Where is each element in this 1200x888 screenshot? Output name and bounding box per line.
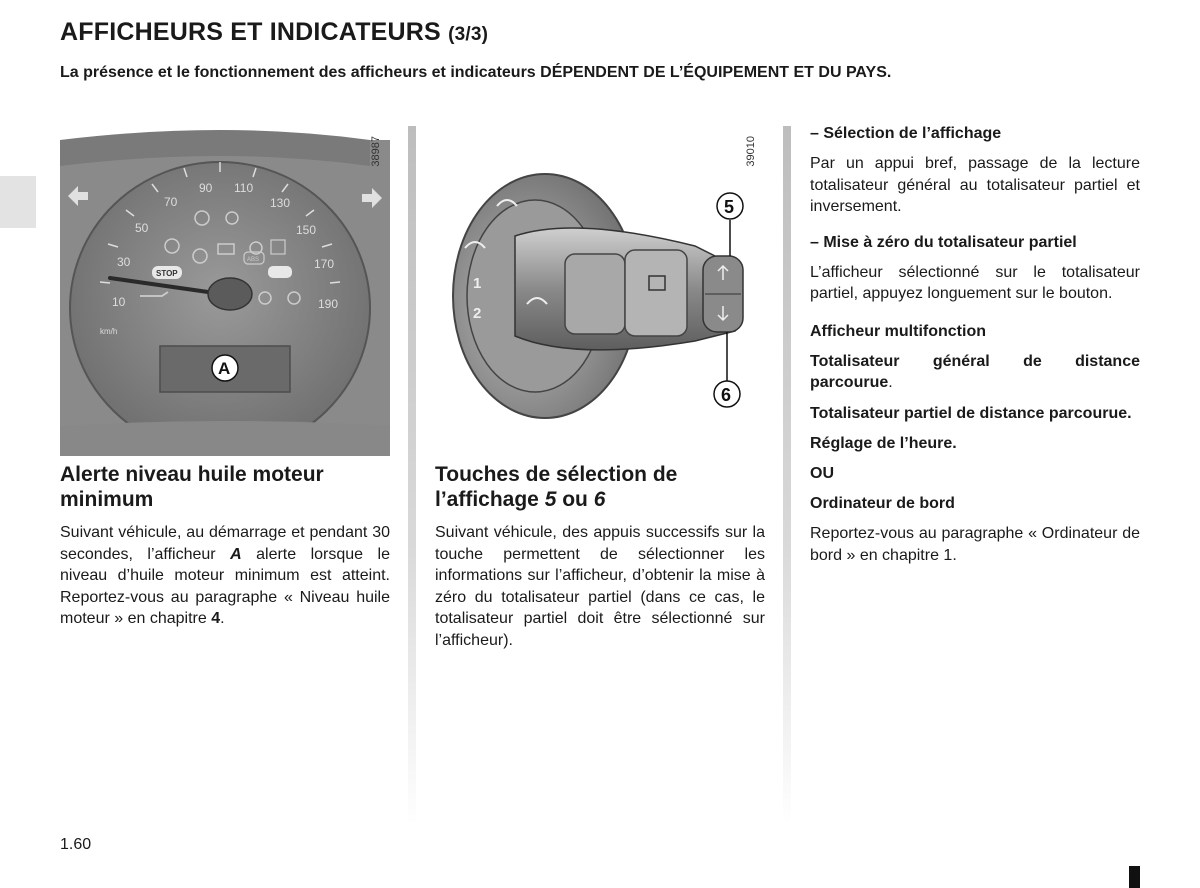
or-label: OU <box>810 465 834 482</box>
stop-label: STOP <box>156 269 178 278</box>
clock-setting-label: Réglage de l’heure. <box>810 435 957 452</box>
display-keys-section <box>435 462 765 651</box>
trip-distance-label: Totalisateur partiel de distance parcourue. <box>810 404 1132 422</box>
display-info-section <box>810 123 1140 566</box>
display-keys-heading: Touches de sélection de l’affichage 5 ou 6 <box>435 463 678 511</box>
wiper-ring <box>565 254 625 334</box>
instrument-cluster-illustration <box>60 126 390 456</box>
washer-ring <box>625 250 687 336</box>
speed-50: 50 <box>135 221 149 235</box>
speed-170: 170 <box>314 257 335 271</box>
speed-70: 70 <box>164 195 178 209</box>
speed-90: 90 <box>199 181 213 195</box>
speed-10: 10 <box>112 295 126 309</box>
trip-computer-text: Reportez-vous au paragraphe « Ordinateur de bord » en chapitre 1. <box>810 525 1140 564</box>
display-selection-text: Par un appui bref, passage de la lecture totalisateur général au totalisateur partiel et inversement. <box>810 155 1140 215</box>
column-divider-2 <box>783 126 791 826</box>
callout-5-label: 5 <box>724 197 735 217</box>
speed-30: 30 <box>117 255 131 269</box>
needle-hub <box>208 278 252 310</box>
oil-alert-section <box>60 462 390 630</box>
page-title: AFFICHEURS ET INDICATEURS (3/3) <box>60 18 489 46</box>
chapter-tab <box>0 176 36 228</box>
display-callout-a-label: A <box>218 359 231 378</box>
column-divider-1 <box>408 126 416 826</box>
speed-unit: km/h <box>100 327 118 336</box>
wiper-position-1: 1 <box>473 275 482 292</box>
title-suffix: (3/3) <box>448 24 489 45</box>
speed-150: 150 <box>296 223 317 237</box>
figure-ref: 38987 <box>370 136 382 167</box>
callout-6-label: 6 <box>721 385 732 405</box>
wiper-position-2: 2 <box>473 305 482 322</box>
abs-label: ABS <box>247 257 260 263</box>
figure-ref-2: 39010 <box>745 136 757 167</box>
trip-computer-label: Ordinateur de bord <box>810 495 955 512</box>
oil-alert-text: Suivant véhicule, au démarrage et pendant 30 secondes, l’afficheur A alerte lorsque le niveau d’huile moteur minimum est atteint. Reportez-vous au paragraphe « Niveau huile moteur » en chapitre 4. <box>60 524 391 627</box>
trip-reset-heading: – Mise à zéro du totalisateur partiel <box>810 233 1077 251</box>
display-selection-heading: – Sélection de l’affichage <box>810 125 1002 142</box>
oil-alert-heading: Alerte niveau huile moteur minimum <box>60 463 324 511</box>
total-distance-label: Totalisateur général de distance parcourue. <box>810 352 1140 391</box>
speed-110: 110 <box>234 181 254 195</box>
wiper-stalk-figure <box>435 126 765 456</box>
speed-130: 130 <box>270 196 291 210</box>
corner-mark <box>1129 866 1140 888</box>
multifunction-display-label: Afficheur multifonction <box>810 322 986 340</box>
page-number: 1.60 <box>60 836 92 853</box>
instrument-cluster-figure <box>60 126 390 456</box>
trip-reset-text: L’afficheur sélectionné sur le totalisateur partiel, appuyez longuement sur le bouton. <box>810 263 1140 302</box>
display-keys-text: Suivant véhicule, des appuis successifs sur la touche permettent de sélectionner les informations sur l’afficheur, d’obtenir la mise à zéro du totalisateur partiel (dans ce cas, le totalisateur partiel doit être sélectionné sur l’afficheur). <box>435 524 765 649</box>
wiper-stalk-illustration <box>435 126 765 456</box>
page-subtitle: La présence et le fonctionnement des afficheurs et indicateurs DÉPENDENT DE L’ÉQUIPEMENT ET DU PAYS. <box>60 64 892 81</box>
service-wrench-icon <box>268 266 292 278</box>
speed-190: 190 <box>318 297 339 311</box>
